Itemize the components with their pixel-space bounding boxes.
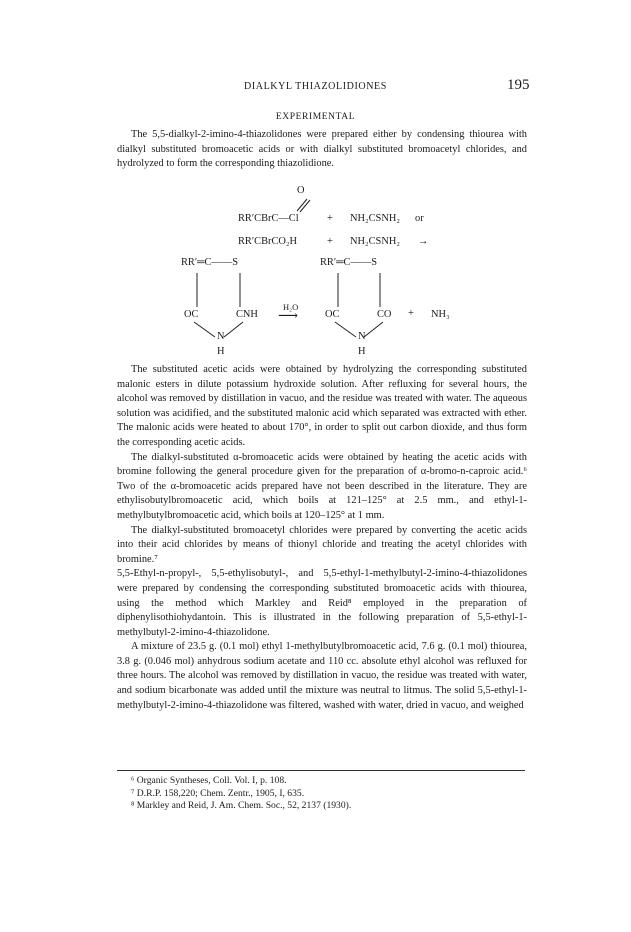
- eq1-oxygen: O: [297, 185, 305, 196]
- paragraph-procedure: A mixture of 23.5 g. (0.1 mol) ethyl 1-methylbutylbromoacetic acid, 7.6 g. (0.1 mol) thiourea, 3.8 g. (0.046 mol) anhydrous sodium acetate and 110 cc. absolute ethyl alcohol was refluxed for three hours. The alcohol was removed by distillation in vacuo, the residue was treated with water, and sodium bicarbonate was added until the mixture was neutral to litmus. The solid 5,5-ethyl-1-methylbutyl-2-imino-4-thiazolidone was filtered, washed with water, dried in vacuo, and weighed: [117, 641, 527, 711]
- paragraph-bromoacetic-acids: The dialkyl-substituted α-bromoacetic acids were obtained by heating the acetic acids with bromine following the general procedure given for the preparation of α-bromo-n-caproic acid.⁶ Two of the α-bromoacetic acids prepared have not been described in the literature. They are ethylisobutylbromoacetic acid, which boils at 121–125° at 2.5 mm., and ethyl-1-methylbutylbromoacetic acid, which boils at 120–125° at 1 mm.: [117, 451, 527, 521]
- footnote-6: ⁶ Organic Syntheses, Coll. Vol. I, p. 108.: [131, 775, 287, 786]
- eq1-left: RR′CBrC—Cl: [238, 213, 299, 224]
- product-n: N: [358, 331, 366, 342]
- eq2-plus: +: [327, 236, 333, 247]
- product-oc: OC: [325, 309, 340, 320]
- reagent-label: H₂O: [283, 302, 299, 312]
- reaction-arrow: ⟶: [278, 309, 299, 324]
- product-plus: +: [408, 308, 414, 319]
- body-text: [117, 363, 527, 713]
- reactant-n: N: [217, 331, 225, 342]
- reactant-h: H: [217, 346, 225, 357]
- footnote-rule: [117, 770, 525, 771]
- paragraph-thiazolidones: 5,5-Ethyl-n-propyl-, 5,5-ethylisobutyl-, and 5,5-ethyl-1-methylbutyl-2-imino-4-thiazolidones were prepared by condensing the corresponding substituted bromoacetic acids with thiourea, using the method which Markley and Reid⁸ employed in the preparation of diphenylisothiohydantoin. This is illustrated in the following preparation of 5,5-ethyl-1-methylbutyl-2-imino-4-thiazolidone.: [117, 568, 527, 638]
- paragraph-bromoacetyl-chlorides: The dialkyl-substituted bromoacetyl chlorides were prepared by converting the acetic acids into their acid chlorides by means of thionyl chloride and treating the acetyl chlorides with bromine.⁷: [117, 524, 527, 565]
- intro-text: The 5,5-dialkyl-2-imino-4-thiazolidones were prepared either by condensing thiourea with dialkyl substituted bromoacetic acids or with dialkyl substituted bromoacetyl chlorides, and hydrolyzed to form the corresponding thiazolidione.: [117, 129, 527, 170]
- eq2-right: NH₂CSNH₂: [350, 236, 400, 247]
- eq1-right: NH₂CSNH₂: [350, 213, 400, 224]
- footnotes: [117, 775, 529, 813]
- eq1-or: or: [415, 213, 424, 224]
- paragraph-acetic-acids: The substituted acetic acids were obtained by hydrolyzing the corresponding substituted malonic esters in dilute potassium hydroxide solution. After refluxing for several hours, the alcohol was removed by distillation in vacuo, and the residue was treated with water. The aqueous solution was acidified, and the substituted malonic acid which separated was extracted with ether. The malonic acids were heated to about 170°, in order to split out carbon dioxide, and thus form the corresponding acetic acids.: [117, 364, 527, 448]
- product-co: CO: [377, 309, 392, 320]
- eq2-left: RR′CBrCO₂H: [238, 236, 298, 247]
- reactant-cnh: CNH: [236, 309, 258, 320]
- footnote-7: ⁷ D.R.P. 158,220; Chem. Zentr., 1905, I, 635.: [131, 787, 305, 799]
- byproduct: NH₃: [431, 309, 450, 320]
- section-heading: EXPERIMENTAL: [275, 112, 356, 122]
- reactant-top: RR′═C——S: [181, 257, 238, 268]
- product-h: H: [358, 346, 366, 357]
- product-top: RR′═C——S: [320, 257, 377, 268]
- footnote-8: ⁸ Markley and Reid, J. Am. Chem. Soc., 52, 2137 (1930).: [131, 800, 352, 812]
- eq2-arrow: →: [418, 236, 429, 247]
- eq1-plus: +: [327, 213, 333, 224]
- reactant-oc: OC: [184, 309, 199, 320]
- running-title: DIALKYL THIAZOLIDIONES: [244, 81, 387, 92]
- page-number: 195: [507, 77, 530, 93]
